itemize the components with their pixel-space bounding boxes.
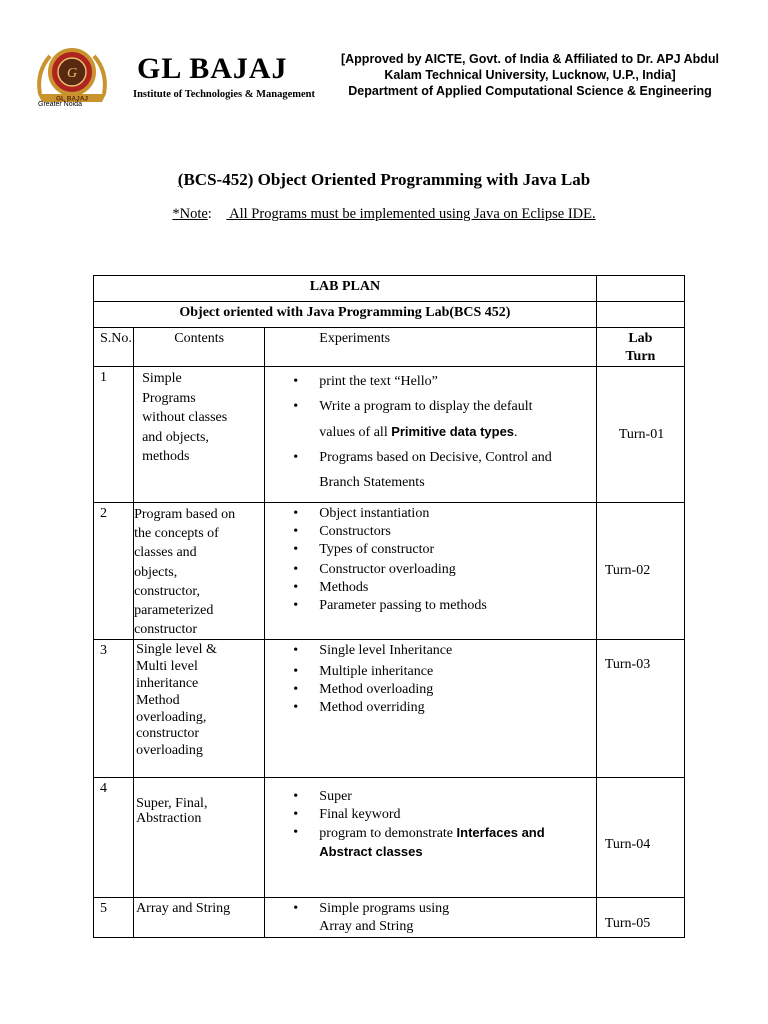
title-text: BCS-452) Object Oriented Programming with Java Lab xyxy=(183,170,591,189)
row-contents xyxy=(134,640,265,778)
contents-line: constructor xyxy=(136,726,200,742)
lab-turn-line: Lab xyxy=(628,331,653,346)
experiment-text: Write a program to display the default xyxy=(319,399,533,414)
experiment-item: • Constructor overloading xyxy=(293,561,590,579)
experiment-item: • Parameter passing to methods xyxy=(293,597,590,615)
row-experiments xyxy=(265,640,597,778)
contents-line: objects, xyxy=(134,564,178,580)
experiment-item xyxy=(293,824,590,862)
table-subtitle: Object oriented with Java Programming Lab(BCS 452) xyxy=(94,302,597,328)
turn-label: Turn-01 xyxy=(618,426,665,442)
table-row xyxy=(94,503,685,640)
contents-line: constructor, xyxy=(134,583,200,599)
row-experiments xyxy=(265,367,597,503)
approval-block xyxy=(330,51,730,99)
contents-line: Single level & xyxy=(136,642,217,658)
row-turn xyxy=(596,503,684,640)
contents-line: overloading, xyxy=(136,709,207,725)
experiment-text: Array and String xyxy=(319,919,414,935)
row-sno: 1 xyxy=(94,367,134,503)
svg-text:G: G xyxy=(66,66,78,81)
experiment-item: • Multiple inheritance xyxy=(293,663,590,681)
experiment-item: • Method overloading xyxy=(293,681,590,699)
contents-line: overloading xyxy=(136,743,203,759)
contents-line: without classes xyxy=(142,410,228,425)
experiment-item: • Super xyxy=(293,788,590,806)
row-experiments xyxy=(265,503,597,640)
experiment-item: • Constructors xyxy=(293,523,590,541)
col-header-experiments: Experiments xyxy=(265,328,597,367)
experiment-list xyxy=(293,642,590,717)
experiment-item: • Single level Inheritance xyxy=(293,642,590,660)
row-contents xyxy=(134,778,265,898)
empty-cell xyxy=(596,276,684,302)
note-colon: : xyxy=(207,206,227,222)
course-title xyxy=(0,170,768,190)
row-turn xyxy=(596,778,684,898)
row-experiments xyxy=(265,778,597,898)
note-line xyxy=(0,206,768,223)
row-sno: 3 xyxy=(94,640,134,778)
experiment-text: print the text “Hello” xyxy=(319,374,438,389)
contents-line: Abstraction xyxy=(136,811,202,827)
contents-line: and objects, xyxy=(142,429,209,445)
turn-label: Turn-02 xyxy=(604,563,651,579)
experiment-text: Simple programs using xyxy=(319,901,450,917)
department-line: Department of Applied Computational Science & Engineering xyxy=(348,84,712,98)
table-row xyxy=(94,367,685,503)
contents-line: parameterized xyxy=(134,603,214,619)
lab-plan-table xyxy=(93,275,685,938)
turn-label: Turn-05 xyxy=(604,916,651,932)
contents-line: Programs xyxy=(142,390,196,406)
contents-line: Super, Final, xyxy=(136,796,208,812)
contents-line: Array and String xyxy=(136,901,231,917)
row-turn xyxy=(596,367,684,503)
note-label: *Note xyxy=(172,206,208,222)
row-sno: 4 xyxy=(94,778,134,898)
contents-line: classes and xyxy=(134,545,197,561)
col-header-sno: S.No. xyxy=(94,328,134,367)
lab-turn-line: Turn xyxy=(625,349,656,364)
experiment-item xyxy=(293,900,590,936)
experiment-item xyxy=(293,445,590,495)
experiment-text: program to demonstrate xyxy=(319,826,457,842)
table-subtitle-row xyxy=(94,302,685,328)
svg-text:GL BAJAJ: GL BAJAJ xyxy=(55,95,89,103)
contents-line: Multi level xyxy=(136,659,198,675)
experiment-item: • Final keyword xyxy=(293,806,590,824)
row-turn xyxy=(596,898,684,938)
row-experiments xyxy=(265,898,597,938)
experiment-list xyxy=(293,900,590,936)
experiment-item: • Types of constructor xyxy=(293,541,590,559)
contents-line: Method xyxy=(136,692,180,708)
experiment-item: • Methods xyxy=(293,579,590,597)
table-row xyxy=(94,898,685,938)
approval-line: Kalam Technical University, Lucknow, U.P., India] xyxy=(384,68,676,82)
contents-line: the concepts of xyxy=(134,526,219,542)
table-row xyxy=(94,778,685,898)
experiment-list xyxy=(293,369,590,495)
brand-name: GL BAJAJ xyxy=(137,52,288,85)
experiment-item xyxy=(293,369,590,394)
experiment-text: . xyxy=(514,425,518,440)
empty-cell xyxy=(596,302,684,328)
row-sno: 5 xyxy=(94,898,134,938)
row-contents xyxy=(134,367,265,503)
note-text: All Programs must be implemented using Java on Eclipse IDE. xyxy=(226,206,596,222)
table-title: LAB PLAN xyxy=(94,276,597,302)
experiment-text: values of all xyxy=(319,425,392,440)
row-turn xyxy=(596,640,684,778)
experiment-item: • Object instantiation xyxy=(293,505,590,523)
brand-subtitle: Institute of Technologies & Management xyxy=(133,89,315,100)
row-contents xyxy=(134,898,265,938)
approval-line: [Approved by AICTE, Govt. of India & Affiliated to Dr. APJ Abdul xyxy=(340,52,719,66)
experiment-list xyxy=(293,788,590,862)
column-header-row xyxy=(94,328,685,367)
contents-line: Simple xyxy=(142,371,182,386)
turn-label: Turn-03 xyxy=(604,657,651,673)
experiment-text: Programs based on Decisive, Control and Branch Statements xyxy=(319,450,552,490)
table-title-row xyxy=(94,276,685,302)
experiment-list xyxy=(293,505,590,615)
contents-line: methods xyxy=(142,449,190,464)
turn-label: Turn-04 xyxy=(604,836,651,852)
experiment-item: • Method overriding xyxy=(293,699,590,717)
contents-line: constructor xyxy=(134,622,198,638)
col-header-lab-turn xyxy=(596,328,684,367)
row-sno: 2 xyxy=(94,503,134,640)
experiment-bold-text: Interfaces and Abstract classes xyxy=(319,825,545,860)
table-row xyxy=(94,640,685,778)
contents-line: inheritance xyxy=(136,676,199,692)
experiment-item xyxy=(293,394,590,445)
experiment-bold-text: Primitive data types xyxy=(391,424,515,439)
contents-line: Program based on xyxy=(134,507,236,522)
title-paren: ( xyxy=(177,170,184,189)
logo-caption: Greater Noida xyxy=(38,101,82,108)
row-contents xyxy=(134,503,265,640)
col-header-contents: Contents xyxy=(134,328,265,367)
